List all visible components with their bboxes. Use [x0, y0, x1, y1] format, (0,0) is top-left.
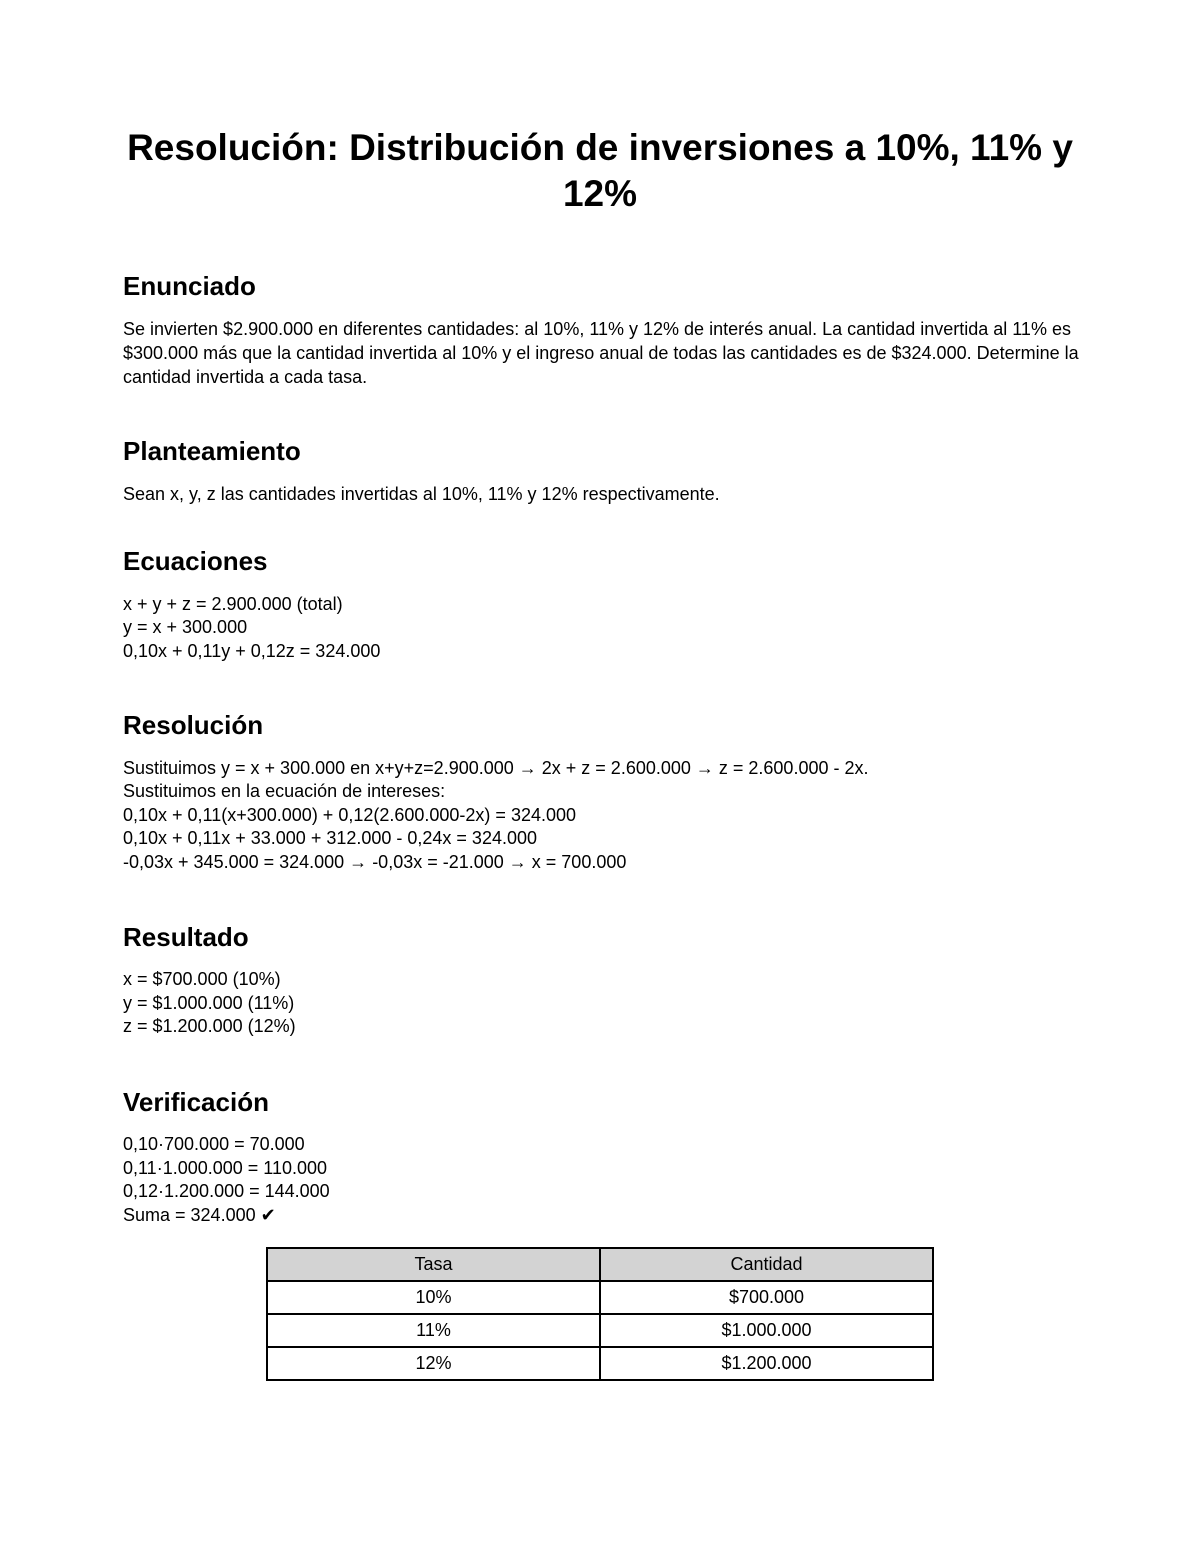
resolution-line: -0,03x + 345.000 = 324.000 → -0,03x = -21.000 → x = 700.000: [123, 852, 627, 872]
resolution-line: Sustituimos y = x + 300.000 en x+y+z=2.900.000 → 2x + z = 2.600.000 → z = 2.600.000 - 2x.: [123, 758, 869, 778]
heading-resolucion: Resolución: [123, 710, 264, 740]
document-title: Resolución: Distribución de inversiones a 10%, 11% y 12%: [127, 127, 1073, 214]
resolution-line: Sustituimos en la ecuación de intereses:: [123, 781, 446, 801]
table-row: [267, 1281, 933, 1314]
table-header-cell: Tasa: [267, 1248, 600, 1281]
heading-resultado: Resultado: [123, 922, 249, 952]
heading-enunciado: Enunciado: [123, 271, 256, 301]
verification-line: 0,10·700.000 = 70.000: [123, 1134, 305, 1154]
table-cell: 12%: [267, 1347, 600, 1380]
summary-table: [266, 1247, 934, 1381]
planteamiento-text: Sean x, y, z las cantidades invertidas al 10%, 11% y 12% respectivamente.: [123, 484, 720, 504]
table-cell: 10%: [267, 1281, 600, 1314]
result-line: x = $700.000 (10%): [123, 969, 281, 989]
verification-line: 0,12·1.200.000 = 144.000: [123, 1181, 330, 1201]
heading-planteamiento: Planteamiento: [123, 436, 301, 466]
result-line: y = $1.000.000 (11%): [123, 993, 295, 1013]
verification-line: 0,11·1.000.000 = 110.000: [123, 1158, 328, 1178]
table-row: [267, 1314, 933, 1347]
table-cell: $700.000: [600, 1281, 933, 1314]
verification-sum-line: Suma = 324.000 ✔: [123, 1205, 276, 1225]
resolution-line: 0,10x + 0,11x + 33.000 + 312.000 - 0,24x = 324.000: [123, 828, 537, 848]
resolution-line: 0,10x + 0,11(x+300.000) + 0,12(2.600.000-2x) = 324.000: [123, 805, 577, 825]
result-line: z = $1.200.000 (12%): [123, 1016, 296, 1036]
equation-line: x + y + z = 2.900.000 (total): [123, 594, 343, 614]
table-header-cell: Cantidad: [600, 1248, 933, 1281]
equation-line: y = x + 300.000: [123, 617, 248, 637]
table-header-row: [267, 1248, 933, 1281]
heading-ecuaciones: Ecuaciones: [123, 546, 268, 576]
enunciado-text: Se invierten $2.900.000 en diferentes cantidades: al 10%, 11% y 12% de interés anual. La cantidad invertida al 11% es $300.000 más que la cantidad invertida al 10% y el ingreso anual de todas las cantidades es de $324.000. Determine la cantidad invertida a cada tasa.: [123, 319, 1079, 387]
table-cell: $1.200.000: [600, 1347, 933, 1380]
heading-verificacion: Verificación: [123, 1087, 269, 1117]
table-cell: $1.000.000: [600, 1314, 933, 1347]
table-row: [267, 1347, 933, 1380]
equation-line: 0,10x + 0,11y + 0,12z = 324.000: [123, 641, 381, 661]
table-cell: 11%: [267, 1314, 600, 1347]
